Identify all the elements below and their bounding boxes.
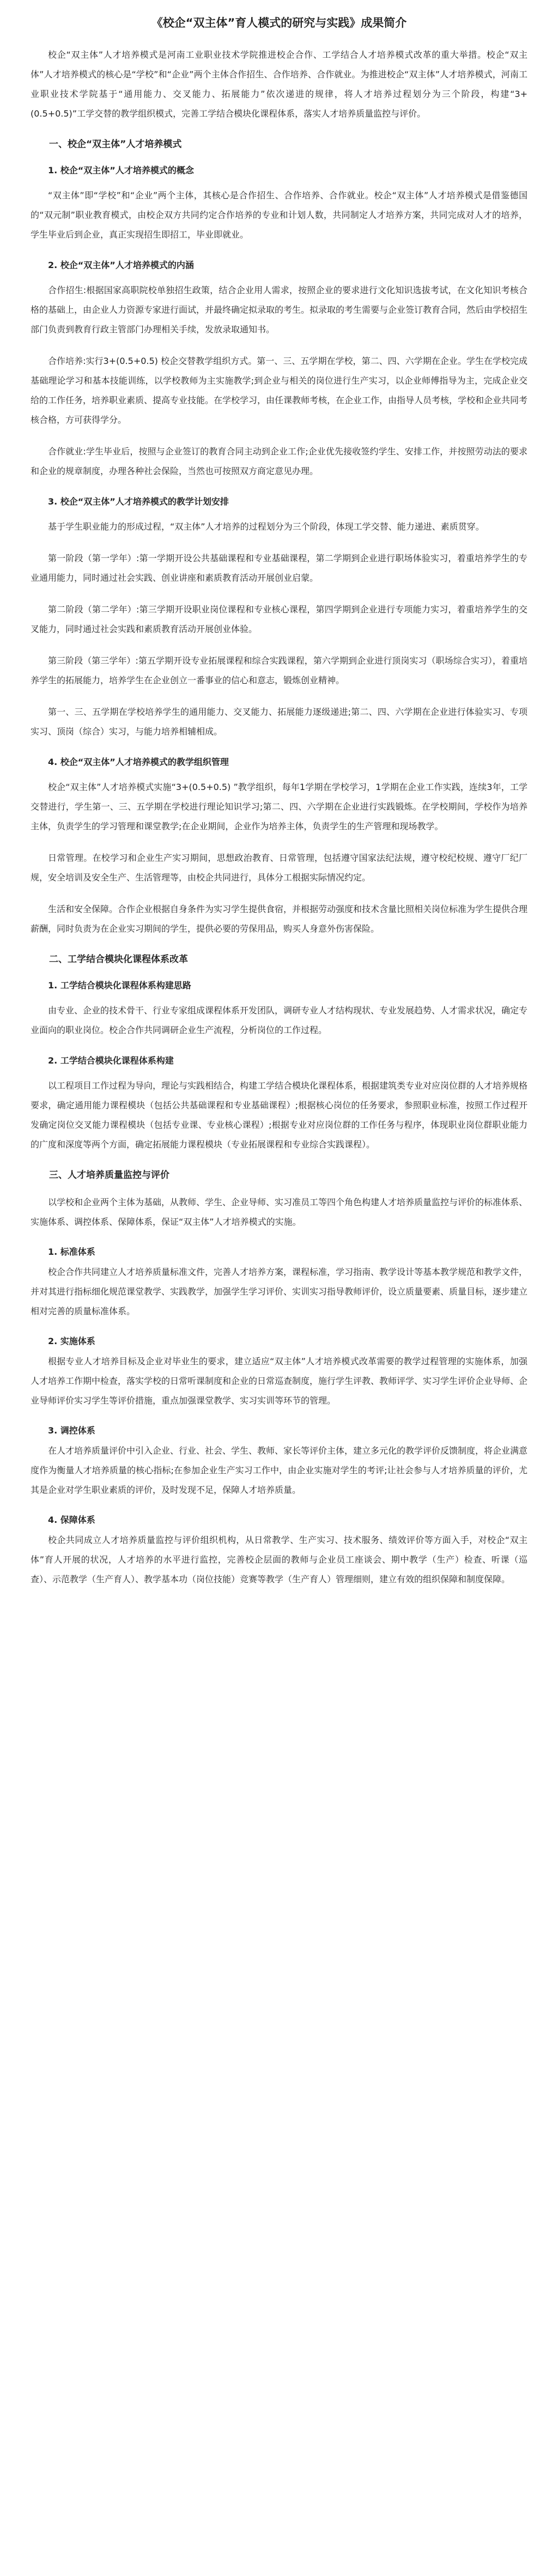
section-2-1-heading: 1. 工学结合模块化课程体系构建思路 xyxy=(48,980,191,991)
section-1-4-paragraph-3: 生活和安全保障。合作企业根据自身条件为实习学生提供食宿，并根据劳动强度和技术含量比照相关岗位标准为学生提供合理薪酬，同时负责为在企业实习期间的学生，提供必要的劳保用品，购买人身意外伤害保险。 xyxy=(31,904,528,934)
section-1-1-heading: 1. 校企“双主体”人才培养模式的概念 xyxy=(48,165,194,176)
section-1-3-paragraph-4: 第三阶段（第三学年）:第五学期开设专业拓展课程和综合实践课程，第六学期到企业进行顶岗实习（职场综合实习），着重培养学生的拓展能力，培养学生在企业创立一番事业的信心和意志，锻炼创业精神。 xyxy=(31,655,527,686)
section-3-4-heading: 4. 保障体系 xyxy=(48,1515,95,1526)
section-2-2-heading: 2. 工学结合模块化课程体系构建 xyxy=(48,1055,174,1066)
section-1-4-paragraph-1: 校企“双主体”人才培养模式实施“3+(0.5+0.5) ”教学组织，每年1学期在学校学习，1学期在企业工作实践，连续3年，工学交替进行，学生第一、三、五学期在学校进行理论知识学习;第二、四、六学期在企业进行实践锻炼。在学校期间，学校作为培养主体，负责学生的学习管理和课堂教学;在企业期间，企业作为培养主体，负责学生的生产管理和现场教学。 xyxy=(31,782,527,832)
section-3-2-heading: 2. 实施体系 xyxy=(48,1336,95,1347)
section-1-4-heading: 4. 校企“双主体”人才培养模式的教学组织管理 xyxy=(48,757,229,768)
intro-paragraph: 校企“双主体”人才培养模式是河南工业职业技术学院推进校企合作、工学结合人才培养模式改革的重大举措。校企“双主体”人才培养模式的核心是“学校”和“企业”两个主体合作招生、合作培养、合作就业。为推进校企“双主体”人才培养模式，河南工业职业技术学院基于“通用能力、交叉能力、拓展能力”依次递进的规律，将人才培养过程划分为三个阶段，构建“3+(0.5+0.5)”工学交替的教学组织模式，完善工学结合模块化课程体系，落实人才培养质量监控与评价。 xyxy=(31,50,527,119)
section-1-heading: 一、校企“双主体”人才培养模式 xyxy=(49,139,182,150)
section-3-1-heading: 1. 标准体系 xyxy=(48,1247,95,1257)
section-1-4-paragraph-2: 日常管理。在校学习和企业生产实习期间，思想政治教育、日常管理，包括遵守国家法纪法规，遵守校纪校规、遵守厂纪厂规，安全培训及安全生产、生活管理等，由校企共同进行，具体分工根据实际情况约定。 xyxy=(31,853,527,883)
section-2-1-paragraph: 由专业、企业的技术骨干、行业专家组成课程体系开发团队，调研专业人才结构现状、专业发展趋势、人才需求状况，确定专业面向的职业岗位。校企合作共同调研企业生产流程，分析岗位的工作过程。 xyxy=(31,1005,528,1036)
section-2-heading: 二、工学结合模块化课程体系改革 xyxy=(49,954,188,965)
section-1-3-heading: 3. 校企“双主体”人才培养模式的教学计划安排 xyxy=(48,496,229,507)
section-3-3-heading: 3. 调控体系 xyxy=(48,1425,95,1436)
section-1-2-paragraph-3: 合作就业:学生毕业后，按照与企业签订的教育合同主动到企业工作;企业优先接收签约学生、安排工作，并按照劳动法的要求和企业的规章制度，办理各种社会保险，当然也可按照双方商定意见办理。 xyxy=(31,446,527,477)
document-title: 《校企“双主体”育人模式的研究与实践》成果简介 xyxy=(151,16,407,29)
section-1-2-heading: 2. 校企“双主体”人才培养模式的内涵 xyxy=(48,260,194,271)
section-1-3-paragraph-3: 第二阶段（第二学年）:第三学期开设职业岗位课程和专业核心课程，第四学期到企业进行专项能力实习，着重培养学生的交叉能力，同时通过社会实践和素质教育活动开展创业体验。 xyxy=(31,604,527,635)
section-2-2-paragraph: 以工程项目工作过程为导向，理论与实践相结合，构建工学结合模块化课程体系，根据建筑类专业对应岗位群的人才培养规格要求，确定通用能力课程模块（包括公共基础课程和专业基础课程）;根据核心岗位的任务要求，参照职业标准，按照工作过程开发确定岗位交叉能力课程模块（包括专业课、专业核心课程）;根据专业对应岗位群的工作任务与程序，体现职业岗位群职业能力的广度和深度等两个方面，确定拓展能力课程模块（专业拓展课程和专业综合实践课程）。 xyxy=(31,1080,528,1150)
section-3-1-paragraph: 校企合作共同建立人才培养质量标准文件，完善人才培养方案，课程标准，学习指南、教学设计等基本教学规范和教学文件，并对其进行指标细化规范课堂教学、实践教学，加强学生学习评价、实训实习指导教师评价，设立质量要素、质量目标，逐步建立相对完善的质量标准体系。 xyxy=(31,1267,528,1317)
section-1-1-paragraph: “双主体”即“学校”和“企业”两个主体，其核心是合作招生、合作培养、合作就业。校企“双主体”人才培养模式是借鉴德国的“双元制”职业教育模式，由校企双方共同约定合作培养的专业和计划人数，共同制定人才培养方案，共同完成对人才的培养，学生毕业后到企业，真正实现招生即招工，毕业即就业。 xyxy=(31,190,527,240)
section-3-paragraph: 以学校和企业两个主体为基础，从教师、学生、企业导师、实习准员工等四个角色构建人才培养质量监控与评价的标准体系、实施体系、调控体系、保障体系，保证“双主体”人才培养模式的实施。 xyxy=(31,1197,528,1228)
section-3-4-paragraph: 校企共同成立人才培养质量监控与评价组织机构，从日常教学、生产实习、技术服务、绩效评价等方面入手，对校企“双主体”育人开展的状况，人才培养的水平进行监控，完善校企层面的教师与企业员工座谈会、期中教学（生产）检查、听课（巡查）、示范教学（生产育人）、教学基本功（岗位技能）竞赛等教学（生产育人）管理细则，建立有效的组织保障和制度保障。 xyxy=(31,1535,527,1585)
section-1-2-paragraph-1: 合作招生:根据国家高职院校单独招生政策，结合企业用人需求，按照企业的要求进行文化知识选拔考试，在文化知识考核合格的基础上，由企业人力资源专家进行面试，并最终确定拟录取的考生。拟录取的考生需要与企业签订教育合同，然后由学校招生部门负责到教育行政主管部门办理相关手续，发放录取通知书。 xyxy=(31,285,528,335)
section-3-3-paragraph: 在人才培养质量评价中引入企业、行业、社会、学生、教师、家长等评价主体，建立多元化的教学评价反馈制度，将企业满意度作为衡量人才培养质量的核心指标;在参加企业生产实习工作中，由企业实施对学生的考评;让社会参与人才培养质量的评价，尤其是企业对学生职业素质的评价，及时发现不足，保障人才培养质量。 xyxy=(31,1445,528,1496)
section-3-2-paragraph: 根据专业人才培养目标及企业对毕业生的要求，建立适应“双主体”人才培养模式改革需要的教学过程管理的实施体系，加强人才培养工作期中检查，落实学校的日常听课制度和企业的日常巡查制度，施行学生评教、教师评学、实习学生评价企业导师、企业导师评价实习学生等评价措施，重点加强课堂教学、实习实训等环节的管理。 xyxy=(31,1356,528,1406)
section-3-heading: 三、人才培养质量监控与评价 xyxy=(49,1170,169,1181)
section-1-2-paragraph-2: 合作培养:实行3+(0.5+0.5) 校企交替教学组织方式。第一、三、五学期在学校，第二、四、六学期在企业。学生在学校完成基础理论学习和基本技能训练，以学校教师为主实施教学;到企业与相关的岗位进行生产实习，以企业师傅指导为主，完成企业交给的工作任务，培养职业素质、提高专业技能。在学校学习，由任课教师考核，在企业工作，由指导人员考核，学校和企业共同考核合格，方可获得学分。 xyxy=(31,356,528,426)
section-1-3-paragraph-5: 第一、三、五学期在学校培养学生的通用能力、交叉能力、拓展能力逐级递进;第二、四、六学期在企业进行体验实习、专项实习、顶岗（综合）实习，与能力培养相辅相成。 xyxy=(31,707,527,737)
section-1-3-paragraph-1: 基于学生职业能力的形成过程，“双主体”人才培养的过程划分为三个阶段，体现工学交替、能力递进、素质贯穿。 xyxy=(48,521,484,532)
section-1-3-paragraph-2: 第一阶段（第一学年）:第一学期开设公共基础课程和专业基础课程，第二学期到企业进行职场体验实习，着重培养学生的专业通用能力，同时通过社会实践、创业讲座和素质教育活动开展创业启蒙。 xyxy=(31,553,527,584)
